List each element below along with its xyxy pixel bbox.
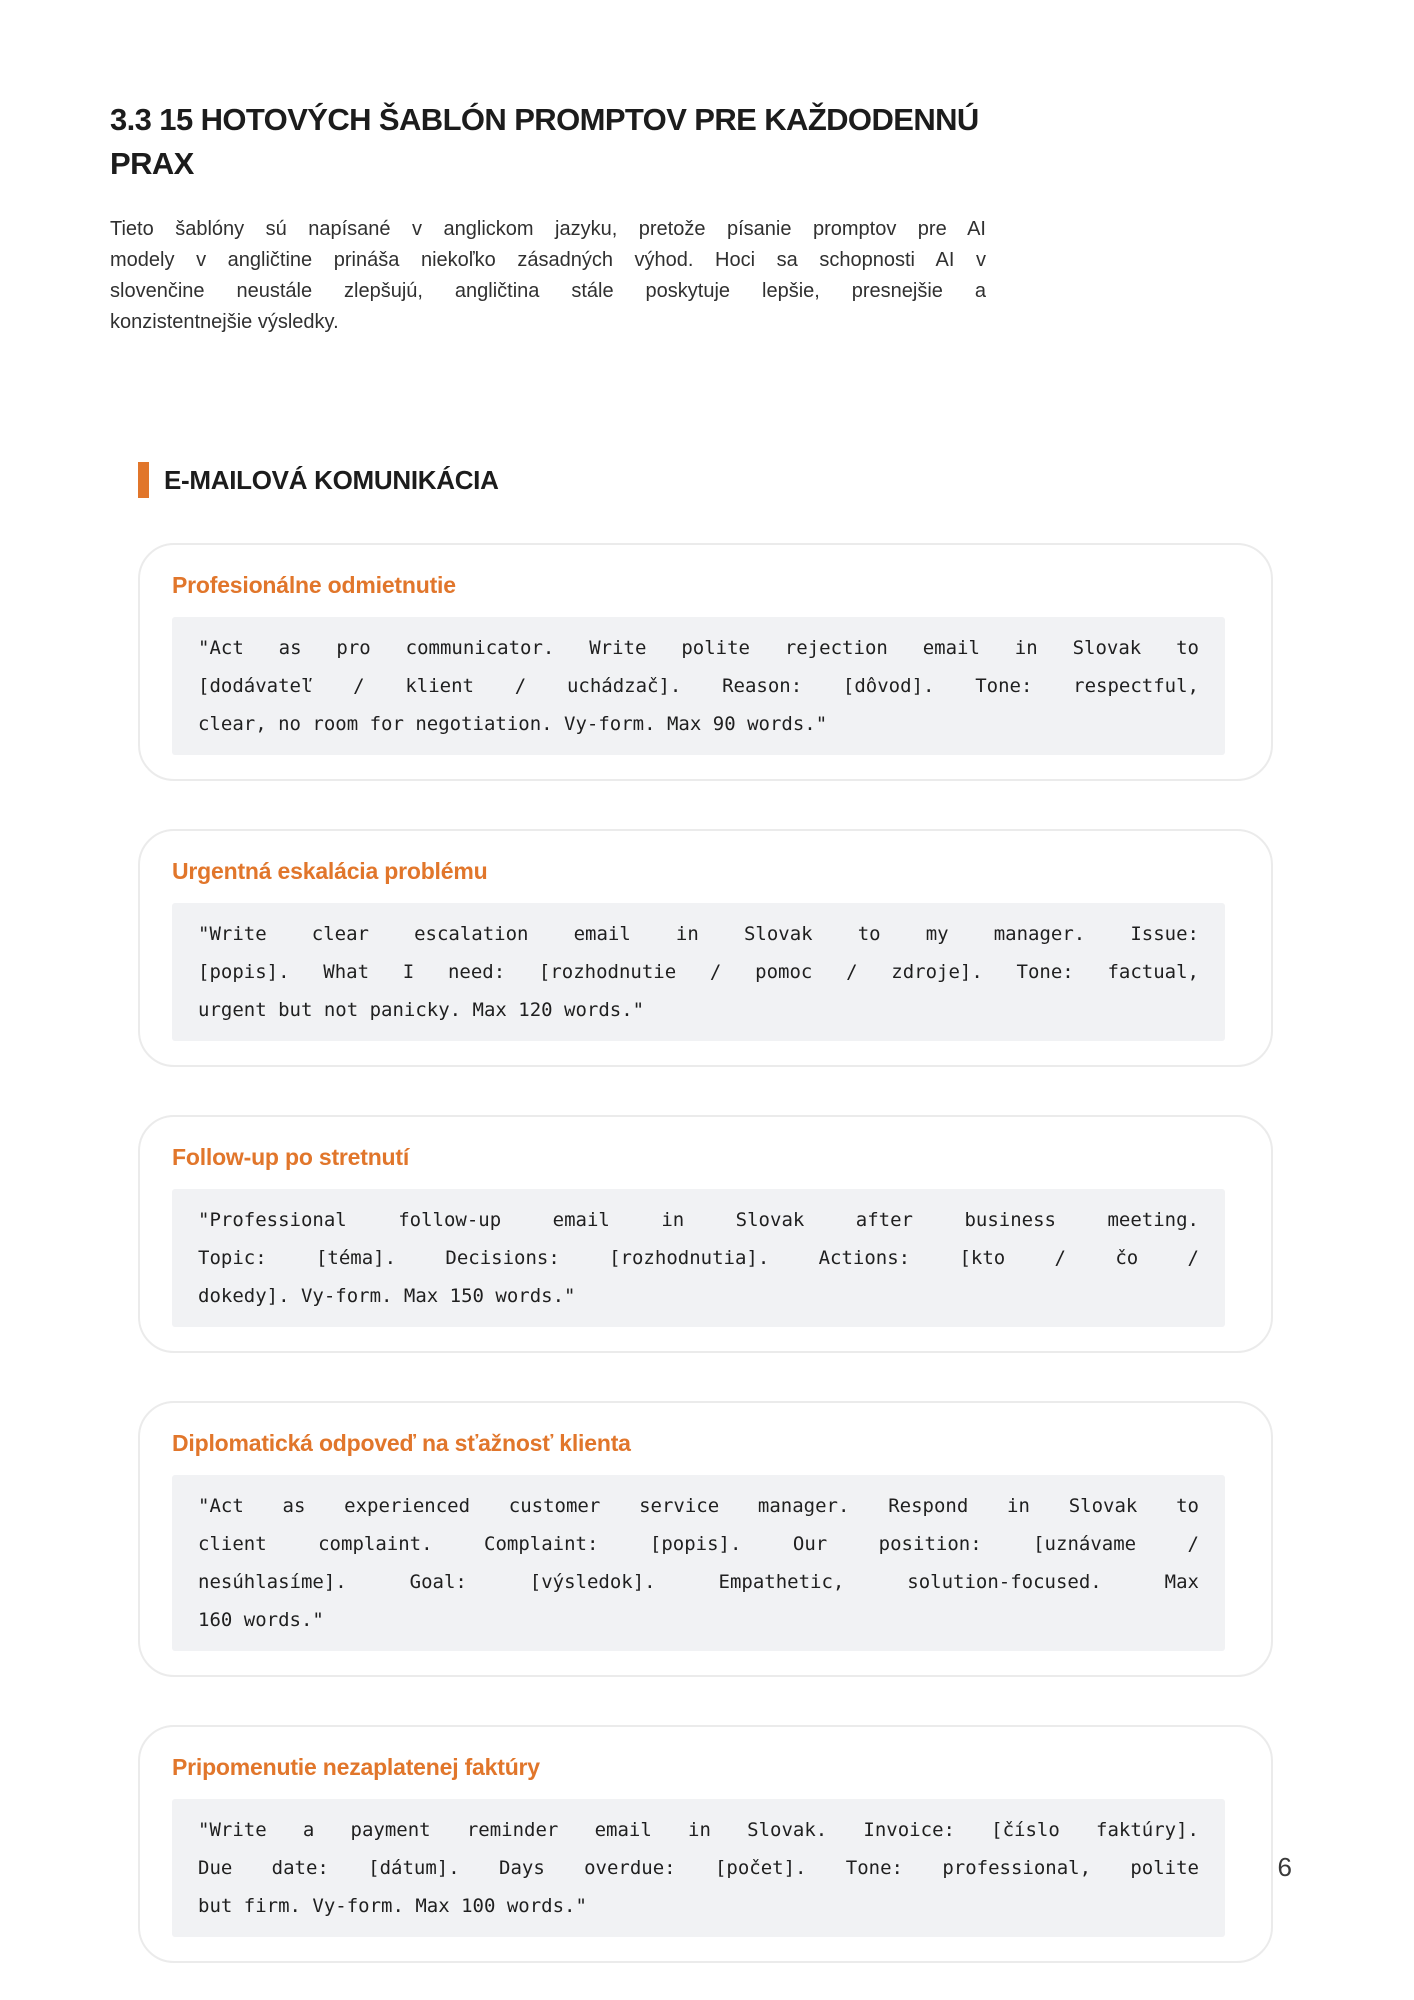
prompt-card bbox=[138, 543, 1273, 781]
card-title: Profesionálne odmietnutie bbox=[172, 572, 456, 598]
code-line: "Write clear escalation email in Slovak to my manager. Issue: bbox=[198, 923, 1199, 945]
prompt-card bbox=[138, 829, 1273, 1067]
intro-line: Tieto šablóny sú napísané v anglickom jazyku, pretože písanie promptov pre AI bbox=[110, 218, 986, 240]
code-line: "Professional follow-up email in Slovak after business meeting. bbox=[198, 1209, 1199, 1231]
code-line: clear, no room for negotiation. Vy-form. Max 90 words." bbox=[198, 713, 828, 735]
prompt-card bbox=[138, 1115, 1273, 1353]
prompt-card bbox=[138, 1401, 1273, 1677]
code-line: [dodávateľ / klient / uchádzač]. Reason: [dôvod]. Tone: respectful, bbox=[198, 675, 1199, 697]
card-list bbox=[138, 543, 1273, 1963]
code-line: nesúhlasíme]. Goal: [výsledok]. Empathetic, solution-focused. Max bbox=[198, 1571, 1199, 1593]
card-title: Urgentná eskalácia problému bbox=[172, 858, 488, 884]
section-heading bbox=[138, 460, 1414, 500]
intro-line: slovenčine neustále zlepšujú, angličtina stále poskytuje lepšie, presnejšie a bbox=[110, 280, 986, 302]
code-line: dokedy]. Vy-form. Max 150 words." bbox=[198, 1285, 576, 1307]
prompt-code-block bbox=[172, 903, 1225, 1041]
section-heading-label: E-MAILOVÁ KOMUNIKÁCIA bbox=[164, 464, 499, 495]
prompt-code-block bbox=[172, 1475, 1225, 1651]
title-line: PRAX bbox=[110, 146, 194, 181]
prompt-card bbox=[138, 1725, 1273, 1963]
code-line: 160 words." bbox=[198, 1609, 324, 1631]
title-line: 3.3 15 HOTOVÝCH ŠABLÓN PROMPTOV PRE KAŽDODENNÚ bbox=[110, 102, 979, 137]
code-line: "Act as pro communicator. Write polite rejection email in Slovak to bbox=[198, 637, 1199, 659]
code-line: Due date: [dátum]. Days overdue: [počet]. Tone: professional, polite bbox=[198, 1857, 1199, 1879]
code-line: "Write a payment reminder email in Slovak. Invoice: [číslo faktúry]. bbox=[198, 1819, 1199, 1841]
card-title: Pripomenutie nezaplatenej faktúry bbox=[172, 1754, 540, 1780]
code-line: client complaint. Complaint: [popis]. Our position: [uznávame / bbox=[198, 1533, 1199, 1555]
code-line: [popis]. What I need: [rozhodnutie / pomoc / zdroje]. Tone: factual, bbox=[198, 961, 1199, 983]
intro-line: konzistentnejšie výsledky. bbox=[110, 311, 339, 333]
code-line: urgent but not panicky. Max 120 words." bbox=[198, 999, 645, 1021]
prompt-code-block bbox=[172, 1189, 1225, 1327]
code-line: but firm. Vy-form. Max 100 words." bbox=[198, 1895, 587, 1917]
accent-bar-icon bbox=[138, 462, 149, 498]
code-line: "Act as experienced customer service manager. Respond in Slovak to bbox=[198, 1495, 1199, 1517]
card-title: Follow-up po stretnutí bbox=[172, 1144, 410, 1170]
intro-paragraph bbox=[110, 214, 986, 338]
page-title bbox=[110, 98, 1030, 186]
page-number: 6 bbox=[1277, 1852, 1292, 1882]
prompt-code-block bbox=[172, 1799, 1225, 1937]
code-line: Topic: [téma]. Decisions: [rozhodnutia]. Actions: [kto / čo / bbox=[198, 1247, 1199, 1269]
card-title: Diplomatická odpoveď na sťažnosť klienta bbox=[172, 1430, 631, 1456]
prompt-code-block bbox=[172, 617, 1225, 755]
intro-line: modely v angličtine prináša niekoľko zásadných výhod. Hoci sa schopnosti AI v bbox=[110, 249, 986, 271]
